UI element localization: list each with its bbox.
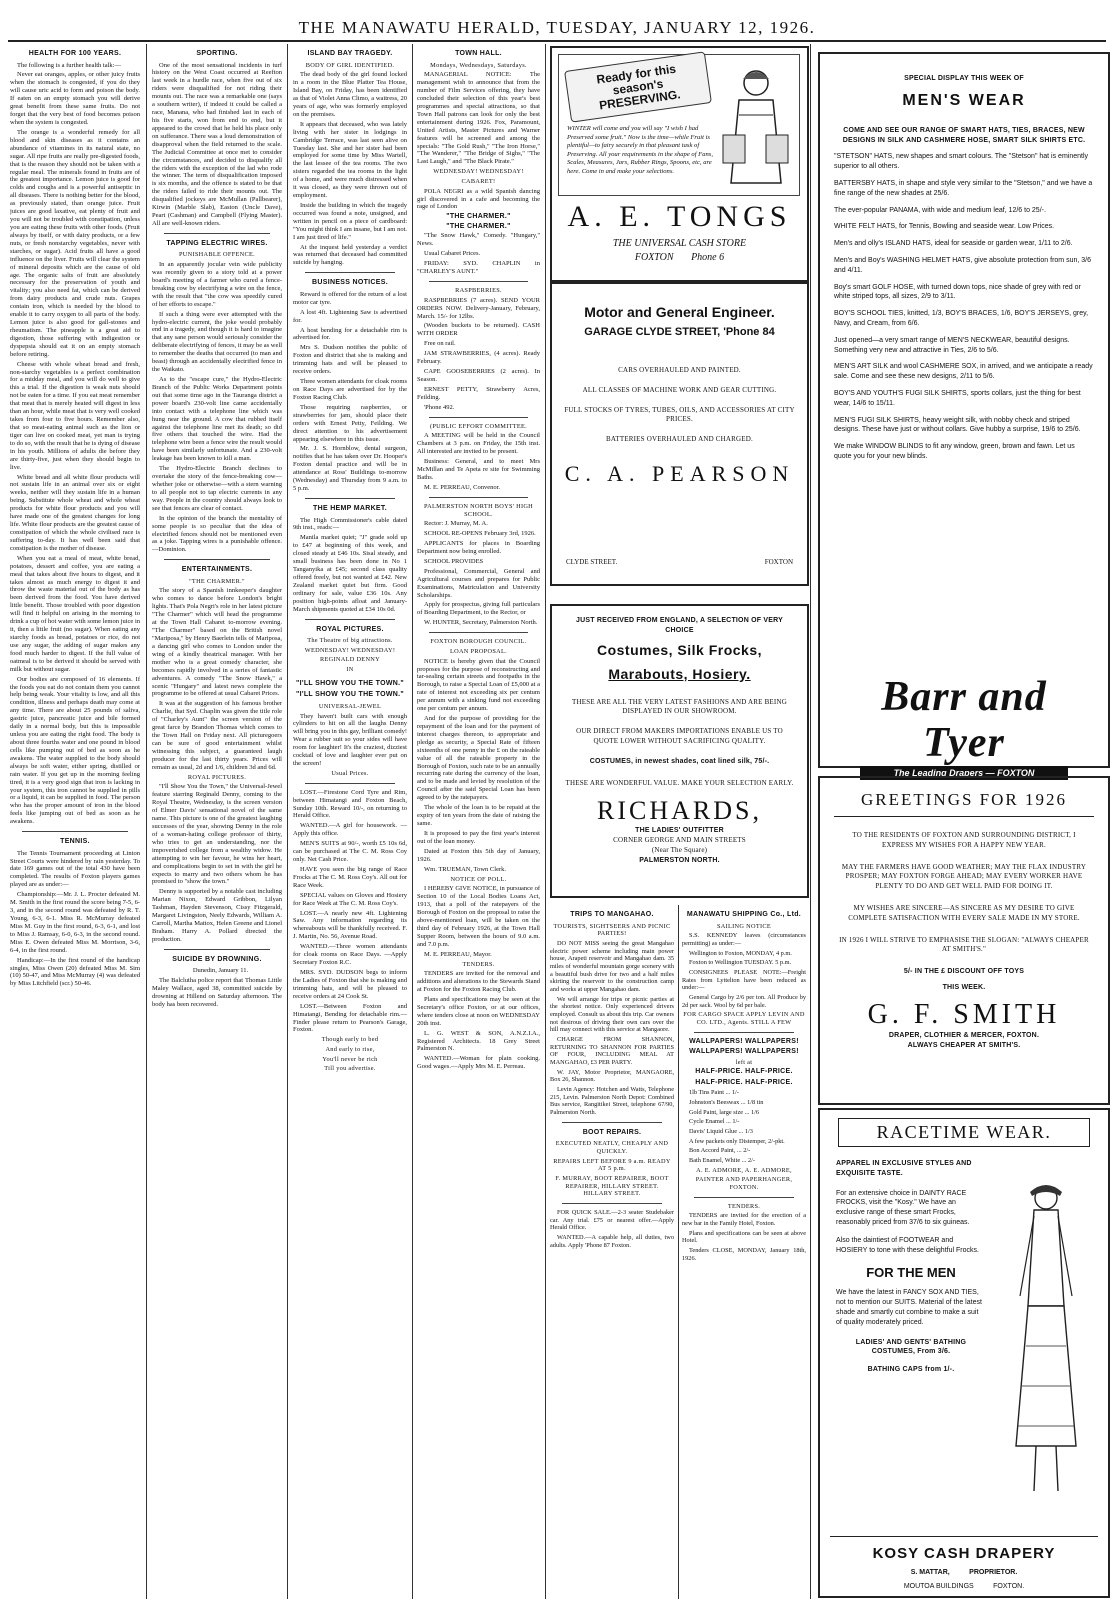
- price-item: Bon Accord Paint, ... 2/-: [689, 1147, 751, 1155]
- headline-island-bay: ISLAND BAY TRAGEDY.: [307, 50, 393, 57]
- paragraph: General Cargo by 2/6 per ton. All Produce by 2d per sack. Wool by 6d per bale.: [682, 993, 806, 1009]
- paragraph: W. JAY, Motor Proprietor, MANGAORE, Box 26, Shannon.: [550, 1068, 674, 1084]
- richards-para: OUR DIRECT FROM MAKERS IMPORTATIONS ENABLE US TO QUOTE LOWER WITHOUT SACRIFICING QUALITY.: [576, 727, 783, 745]
- ad-kosy: [818, 1108, 1110, 1598]
- paragraph: If such a thing were ever attempted with the hydro-electric current, the joke would probably end in a tragedy, and though it is hard to imagine that any sane person would seriously consider the deliberate electrifying of fences, it may be as well to remember the deaths that occurred (to man and beast) through an accidentally electrified fence in the Waikato.: [152, 310, 282, 374]
- preserving-text: WINTER will come and you will say "I wish I had Preserved some fruit." Now is the time—while Fruit is plentiful—to fairy securely in that pleasant task of Preserving. All your requirements in the shape of Fans, Scales, Measures, Jars, Rubber Rings, Spoons, etc, are here. Come in and make your selections.: [567, 125, 714, 175]
- wallpaper-line: HALF-PRICE. HALF-PRICE.: [695, 1068, 793, 1076]
- barr-item: "STETSON" HATS, new shapes and smart colours. The "Stetson" hat is eminently superior to all others.: [834, 153, 1089, 171]
- paragraph: Wm. TRUEMAN, Town Clerk.: [424, 865, 506, 873]
- kosy-para: We have the latest in FANCY SOX AND TIES, not to mention our SUITS. Material of the latest shade and smartly cut combine to make a suit of quality moderately priced.: [836, 1289, 982, 1326]
- paragraph: Dunedin, January 11.: [192, 967, 249, 975]
- pearson-subheading: GARAGE CLYDE STREET, 'Phone 84: [584, 326, 775, 338]
- classified: LOST.—A nearly new 4ft. Lightening Saw. Any information regarding its whereabouts will be thankfully received. F. J. Martin, No. 56, Avenue Road.: [293, 909, 407, 941]
- paragraph: It was at the suggestion of his famous brother Charlie, that Syd. Chaplin was given the title role of "Charley's Aunt" the screen version of the great farce by Brandon Thomas which comes to the Town Hall on Friday next. All picturegoers can be sure of good entertainment whilst witnessing this subject, a guaranteed laugh producer for the last thirty years. Prices will remain as usual, 2d and 1/6, children 3d and 6d.: [152, 700, 282, 771]
- barr-item: WHITE FELT HATS, for Tennis, Bowling and seaside wear. Low Prices.: [834, 223, 1055, 231]
- paragraph: When you eat a meal of meat, white bread, potatoes, dessert and coffee, you are eating a meal that takes about five hours to digest, and it takes almost as much energy to digest it and throw the waste material out of the body as has been derived from the food. You have derived little benefit. Those troubled with poor digestion will find it helpful on arising in the morning to drink a cup of hot water with some lemon juice in it, then a little fruit (no sugar). When eating any starchy foods as bread, potatoes or rice, do not use any sugar, the adding of sugar makes any food much harder to digest. If the full value of oatmeal is to be derived it should be served with milk but without sugar.: [10, 554, 140, 673]
- kosy-name: KOSY CASH DRAPERY: [830, 1536, 1098, 1562]
- paragraph: The Balclutha police report that Thomas Little Maley Wallace, aged 38, committed suicide by drowning at Hillend on Saturday afternoon. The body has been recovered.: [152, 977, 282, 1009]
- paragraph: In the opinion of the branch the mentality of some people is so peculiar that the idea of electrified fences should not be mentioned even as a joke. Tapping wires is a punishable offence.—Dominion.: [152, 514, 282, 554]
- paragraph: CONSIGNEES PLEASE NOTE:—Freight Rates from Lyttelton have been reduced as under:—: [682, 968, 806, 992]
- paragraph: White bread and all white flour products will not sustain life in an animal over six or eight weeks, neither will they sustain life in a human being. Substitute whole wheat and whole wheat products for white flour products and you will have made one of the greatest changes for long life. White flour products are the greatest cause of constipation of which the whole civilised race is suffering to-day. It has well been said that constipation is the mother of disease.: [10, 473, 140, 552]
- pearson-name: C. A. PEARSON: [564, 460, 795, 486]
- kosy-title: RACETIME WEAR.: [838, 1118, 1090, 1147]
- price-item: 1lb Tins Paint ... 1/-: [689, 1089, 739, 1097]
- paragraph: CHARGE FROM SHANNON, RETURNING TO SHANNON FOR PARTIES OF FOUR, INCLUDING MEAL AT MANGAHAO, £3 PER PARTY.: [550, 1035, 674, 1066]
- column-sporting: [152, 44, 282, 1601]
- ad-barr-tyer: [818, 52, 1110, 778]
- pearson-town: FOXTON: [764, 558, 793, 566]
- paragraph: Plans and specifications can be seen at above Hotel.: [682, 1229, 806, 1245]
- paragraph: M. E. PERREAU, Mayor.: [424, 950, 492, 958]
- paragraph: APPLICANTS for places in Boarding Department now being enrolled.: [417, 540, 540, 555]
- pearson-line: BATTERIES OVERHAULED AND CHARGED.: [606, 435, 753, 444]
- pearson-street: CLYDE STREET.: [566, 558, 618, 566]
- richards-top: JUST RECEIVED FROM ENGLAND, A SELECTION OF VERY CHOICE: [576, 617, 783, 634]
- headline-royal: ROYAL PICTURES.: [316, 625, 384, 633]
- headline-shipping: MANAWATU SHIPPING Co., Ltd.: [686, 911, 802, 918]
- smith-week: THIS WEEK.: [942, 983, 986, 991]
- price-item: A few packets only Distemper, 2/-pkt.: [689, 1137, 785, 1145]
- poem-line: And early to rise,: [325, 1046, 375, 1054]
- barr-item: BOY'S AND YOUTH'S FUGI SILK SHIRTS, sports collars, just the thing for best wear, 14/6 to 15/11.: [834, 389, 1081, 407]
- subhead: BODY OF GIRL IDENTIFIED.: [305, 61, 395, 69]
- ad-line: WEDNESDAY! WEDNESDAY!: [304, 646, 396, 654]
- divider: [429, 281, 528, 282]
- paragraph: A lost 4ft. Lightening Saw is advertised for.: [293, 308, 407, 324]
- subhead: TENDERS.: [462, 960, 495, 968]
- barr-lead: COME AND SEE OUR RANGE OF SMART HATS, TIES, BRACES, NEW DESIGNS IN SILK AND CASHMERE HOSE, SMART SILK SHIRTS ETC.: [842, 126, 1086, 144]
- price-item: Johnston's Beeswax ... 1/8 tin: [689, 1099, 764, 1107]
- divider: [694, 1032, 794, 1033]
- barr-item: BOY'S SCHOOL TIES, knitted, 1/3, BOY'S BRACES, 1/6, BOY'S JERSEYS, grey, Navy, and Cream, from 6/6.: [834, 310, 1089, 327]
- kosy-lead: APPAREL IN EXCLUSIVE STYLES AND EXQUISITE TASTE.: [836, 1160, 972, 1177]
- paragraph: MANAGERIAL NOTICE: The management wish to announce that from the number of Film Services offering, they have concluded their selection of this year's best programmes and special attractions, so that Town Hall patrons can look for only the best entertainment during 1926. Fox, Paramount, United Artists, Master Pictures and Warner features will be screened and among the specials: "The Gold Rush," "The Iron Horse," "The Wanderer," "The Bridge of Sighs," "The Last Laugh," and "The Black Pirate.": [417, 71, 540, 166]
- divider: [429, 497, 528, 498]
- kosy-para: For an extensive choice in DAINTY RACE FROCKS, visit the "Kosy." We have an exclusive range of these smart Frocks, reasonably priced from 37/6 to six guineas.: [836, 1189, 970, 1226]
- paragraph: "The Snow Hawk," Comedy. "Hungary," News.: [417, 232, 540, 248]
- subhead: TENDERS.: [727, 1202, 761, 1210]
- paragraph: S.S. KENNEDY leaves (circumstances permitting) as under:—: [682, 932, 806, 947]
- column-rule: [545, 44, 546, 1599]
- paragraph: TENDERS are invited for the erection of a new bar in the Family Hotel, Foxton.: [682, 1212, 806, 1228]
- paragraph: It appears that deceased, who was lately living with her sister in lodgings in Cambridge Terrace, was last seen alive on Tuesday last. She and her sister had been employed for some time by Miss Wartell, the last lessee of the tea rooms. The two sisters regarded the tea rooms in the light of a home, and were much distressed when it was closed, as they were thrown out of employment.: [293, 120, 407, 200]
- paragraph: Inside the building in which the tragedy occurred was found a note, unsigned, and written in pencil on a piece of cardboard: "You might think I am insane, but I am not. I am just tired of life.": [293, 201, 407, 241]
- masthead-rule: [8, 40, 1106, 42]
- richards-para: THESE ARE ALL THE VERY LATEST FASHIONS AND ARE BEING DISPLAYED IN OUR SHOWROOM.: [572, 697, 787, 716]
- classified: WANTED.—A girl for housework. —Apply this office.: [293, 822, 407, 838]
- richards-addr: CORNER GEORGE AND MAIN STREETS: [613, 836, 746, 845]
- ad-line: REGINALD DENNY: [320, 656, 380, 664]
- headline-borough: FOXTON BOROUGH COUNCIL.: [430, 638, 527, 646]
- smith-para: TO THE RESIDENTS OF FOXTON AND SURROUNDING DISTRICT, I EXPRESS MY WISHES FOR A HAPPY NEW YEAR.: [852, 831, 1076, 849]
- dress-illustration-icon: [996, 1176, 1096, 1506]
- classified: WANTED.—Woman for plain cooking. Good wages.—Apply Mrs M. E. Perreau.: [417, 1055, 540, 1071]
- column-rule: [287, 44, 288, 1599]
- divider: [164, 233, 270, 234]
- paragraph: The High Commissioner's cable dated 9th inst., reads:—: [293, 516, 407, 532]
- poem-line: You'll never be rich: [322, 1055, 378, 1063]
- paragraph: POLA NEGRI as a wild Spanish dancing girl discovered in a cafe and becoming the rage of London: [417, 187, 540, 211]
- column-island-bay: [293, 44, 407, 1601]
- wallpaper-line: WALLPAPERS! WALLPAPERS!: [689, 1048, 799, 1056]
- classified: FOR QUICK SALE.—2-3 seater Studebaker car. Any trial. £75 or nearest offer.—Apply Herald Office.: [550, 1208, 674, 1232]
- subhead: LOAN PROPOSAL.: [449, 647, 508, 655]
- subhead: NOTICE OF POLL.: [450, 875, 507, 883]
- subhead: PAINTER AND PAPERHANGER, FOXTON.: [695, 1176, 793, 1192]
- wallpaper-line: HALF-PRICE. HALF-PRICE.: [695, 1078, 793, 1086]
- paragraph: I HEREBY GIVE NOTICE, in pursuance of Section 10 of the Local Bodies Loans Act, 1913, that a poll of the ratepayers of the Borough of Foxton on the proposal to raise the above-mentioned loan, will be taken on the third day of February 1926, at the Town Hall Supper Room, between the hours of 9.0 a.m. and 7.0 p.m.: [417, 885, 540, 948]
- paragraph: And for the purpose of providing for the repayment of the loan and for the payment of interest charges thereon, to appropriate and pledge as security, a Special Rate of fifteen sixteenths of one penny in the £ on the rateable value of all the rateable property in the Borough of Foxton, such rate to be an annually recurring rate during the currency of the loan, and to be made and levied by resolution of the Council after the said Special Loan has been agreed to by the ratepayers.: [417, 715, 540, 802]
- classified: MEN'S SUITS at 90/-, worth £5 10s 6d, can be purchased at The C. M. Ross Coy only. Net Cash Price.: [293, 840, 407, 864]
- subhead: FOR CARGO SPACE APPLY LEVIN AND CO. LTD., Agents. STILL A FEW: [683, 1011, 805, 1026]
- smith-name: G. F. SMITH: [867, 998, 1061, 1030]
- paragraph: (Wooden buckets to be returned). CASH WITH ORDER: [417, 322, 540, 338]
- kosy-para: BATHING CAPS from 1/-.: [867, 1366, 955, 1374]
- smith-sub: DRAPER, CLOTHIER & MERCER, FOXTON.: [888, 1031, 1040, 1039]
- paragraph: Professional, Commercial, General and Agricultural courses and prepares for Public Examinations, Matriculation and University Scholarships.: [417, 567, 540, 599]
- barr-item: Just opened—a very smart range of MEN'S NECKWEAR, beautiful designs. Something very new and attractive in Ties, 2/6 to 5/6.: [834, 336, 1070, 354]
- preserving-banner: [564, 51, 712, 122]
- barr-item: We make WINDOW BLINDS to fit any window, green, brown and fawn. Let us quote you for your new blinds.: [834, 443, 1075, 460]
- paragraph: SCHOOL PROVIDES: [424, 557, 484, 565]
- subhead: F. MURRAY, BOOT REPAIRER, BOOT REPAIRER, HILLARY STREET. HILLARY STREET.: [555, 1174, 669, 1198]
- barr-item: MEN'S ART SILK and wool CASHMERE SOX, in arrived, and we anticipate a ready sale. Come and see these new designs, 2/11 to 5/6.: [834, 363, 1093, 381]
- paragraph: They haven't built cars with enough cylinders to hit on all the laughs Denny will bring you in this gay, brilliant comedy! Wear a rubber suit so your sides will have room for laughter! It's the craziest, dizziest cocktail of love and laughter ever put on the screen!: [293, 712, 407, 768]
- column-rule: [412, 44, 413, 1599]
- poem-line: Though early to bed: [321, 1036, 379, 1044]
- kosy-para: LADIES' AND GENTS' BATHING COSTUMES, From 3/6.: [855, 1338, 967, 1356]
- subhead: PUNISHABLE OFFENCE.: [178, 251, 256, 259]
- paragraph: Handicap:—In the first round of the handicap singles, Miss Owen (20) defeated Miss M. Sim (10) 50-47, and Miss McMurray (4) was defeated by Miss Litchfield (scr.) 50-46.: [10, 956, 140, 988]
- barr-tagline: The Leading Drapers — FOXTON: [860, 766, 1068, 780]
- paragraph: A MEETING will be held in the Council Chambers at 3 p.m. on Friday, the 15th inst. All interested are invited to be present.: [417, 432, 540, 456]
- divider: [429, 632, 528, 633]
- barr-item: BATTERSBY HATS, in shape and style very similar to the "Stetson," and we have a fine range of the new shades at 25/6.: [834, 179, 1093, 197]
- pearson-line: CARS OVERHAULED AND PAINTED.: [618, 366, 741, 374]
- pearson-line: FULL STOCKS OF TYRES, TUBES, OILS, AND ACCESSORIES AT CITY PRICES.: [564, 405, 795, 424]
- column-health: [10, 44, 140, 1601]
- smith-slogan: ALWAYS CHEAPER AT SMITH'S.: [907, 1041, 1021, 1049]
- smith-title: GREETINGS FOR 1926: [834, 790, 1094, 817]
- paragraph: One of the most sensational incidents in turf history on the West Coast occurred at Reefton last week in a hurdle race, when five out of six riders were disqualified for not riding their mounts out. The race was a remarkable one (says a southern writer), if indeed it could be called a race, Manana, who had finished last in each of his five starts, won from end to end, but it appeared to the crowd that he held his place only on sufferance. There was a loud demonstration of disapproval when the field returned to the scale. The Judicial Committee at once met to consider the circumstances, and decided to disqualify all the riders with the exception of the lad who rode the winner. The term of disqualification imposed is six months, and the offence is stated to be that the riders failed to ride their mounts out. The disqualified jockeys are McMullan (Pallbearer), Kirwin (Marble Slab), Easton (Uncle Dave), Peart (Cashman) and Campbell (Flying Master). All are well-known riders.: [152, 61, 282, 227]
- divider: [305, 783, 395, 784]
- paragraph: FRIDAY: SYD. CHAPLIN in "CHARLEY'S AUNT.": [417, 260, 540, 276]
- headline-boot-repairs: BOOT REPAIRS.: [582, 1128, 642, 1136]
- paragraph: NOTICE is hereby given that the Council proposes for the purpose of reconstructing and tar-sealing certain streets and footpaths in the Borough, to raise a Special Loan of £5,000 at a rate of interest not exceeding six per centum per annum with a sinking fund not exceeding one per centum per annum.: [417, 657, 540, 713]
- subhead: Mondays, Wednesdays, Saturdays.: [430, 61, 527, 69]
- paragraph: JAM STRAWBERRIES, (4 acres). Ready February.: [417, 350, 540, 366]
- divider: [305, 272, 395, 273]
- column-shipping: [682, 905, 806, 1601]
- paragraph: A host bending for a detachable rim is advertised for.: [293, 326, 407, 342]
- preserving-title: Ready for this season's PRESERVING.: [595, 61, 682, 113]
- barr-logo: [840, 674, 1088, 778]
- richards-heading-2: Marabouts, Hosiery.: [608, 665, 751, 682]
- divider: [305, 619, 395, 620]
- kosy-proprietor: S. MATTAR, PROPRIETOR.: [910, 1569, 1018, 1576]
- paragraph: Three women attendants for cloak rooms on Race Days are advertised for by the Foxton Racing Club.: [293, 378, 407, 401]
- paragraph: M. E. PERREAU, Convenor.: [424, 483, 501, 491]
- headline-suicide: SUICIDE BY DROWNING.: [172, 955, 262, 963]
- paragraph: Cheese with whole wheat bread and fresh, non-starchy vegetables is a perfect combination for a midday meal, and you will do well to give this a trial. If the digestion is weak nuts should not be eaten for a time. If you eat meat remember that meat that is merely heated will digest in less than an hour, while meat that is very well cooked takes from four to five hours. Remember also, that so meat-eating animal such as the lion or tiger can live on cooked meat, yet man is trying to do so, with the result that he is dying of disease in his youth. Millions of adults die before they are thirty-five, just when they should begin to live.: [10, 360, 140, 471]
- divider: [22, 831, 128, 832]
- ad-film-title: "THE CHARMER.": [446, 222, 511, 230]
- ad-line: UNIVERSAL-JEWEL: [318, 702, 382, 710]
- barr-intro: SPECIAL DISPLAY THIS WEEK OF: [904, 75, 1024, 82]
- richards-sub: THE LADIES' OUTFITTER: [635, 827, 724, 835]
- subhead: EXECUTED NEATLY, CHEAPLY AND QUICKLY.: [555, 1140, 669, 1155]
- subhead: REPAIRS LEFT BEFORE 9 a.m. READY AT 5 p.m.: [553, 1157, 671, 1173]
- subhead: ROYAL PICTURES.: [187, 773, 247, 781]
- paragraph: Our bodies are composed of 16 elements. If the foods you eat do not contain them you cannot help being weak. Your vitality is low, and all this condition, illness and perhaps death may come at any time. There are about 25 pounds of saliva, gastric juice, pancreatic juice and bile formed daily in a normal body, but this is impossible unless you are eating the right food. The body is about three fourths water and one pound in blood cells like pumping out of bed as soon as he awakens. The water supplied to the body should always be soft water, either spring, distilled or rain water. If you get up in the morning feeling tired, it is a very good sign that iron is lacking in your system, this iron cannot be supplied in pills or a liquid, it can be supplied in food. The person who has the proper amount of iron in the blood feels like jumping out of bed as soon as he awakens.: [10, 675, 140, 826]
- column-rule: [678, 905, 679, 1599]
- classified: WANTED.—A capable help, all duties, two adults. Apply 'Phone 87 Foxton.: [550, 1233, 674, 1249]
- ad-pearson: [550, 282, 809, 586]
- paragraph: Those requiring raspberries, or strawberries for jam, should place their orders with Ernest Petty, Feilding. We direct attention to his advertisement appearing elsewhere in this issue.: [293, 403, 407, 443]
- ad-line: The Theatre of big attractions.: [307, 637, 393, 645]
- preserving-panel: [558, 54, 800, 196]
- barr-items: [834, 152, 1094, 461]
- ad-line: WEDNESDAY! WEDNESDAY!: [433, 168, 524, 176]
- smith-para: IN 1926 I WILL STRIVE TO EMPHASISE THE SLOGAN: "ALWAYS CHEAPER AT SMITH'S.": [839, 935, 1089, 954]
- headline-town-hall: TOWN HALL.: [455, 50, 502, 57]
- richards-para: THESE ARE WONDERFUL VALUE. MAKE YOUR SELECTION EARLY.: [565, 778, 794, 787]
- paragraph: 'Phone 492.: [424, 403, 455, 411]
- paragraph: Apply for prospectus, giving full particulars of Boarding Department, to the Rector, or: [417, 601, 540, 617]
- paragraph: RASPBERRIES (7 acres). SEND YOUR ORDERS NOW. Delivery-January, February, March. 15/- for 12lbs.: [417, 296, 540, 320]
- tongs-line1: THE UNIVERSAL CASH STORE: [612, 238, 747, 249]
- paragraph: The orange is a wonderful remedy for all blood and skin diseases as it contains an abundance of vitamines in its natural state, no sugar. All ripe fruits are really pre-digested foods, that is the reason they should not be taken with a regular meal. The minerals found in fruits are of the greatest importance. Lemon juice is good for colds and coughs and is a powerful antiseptic in all diseases. There is nothing better for the blood, as previously stated, than orange juice. Fruit juices are good laxative, eat plenty of fruit and you will not be troubled with constipation, unless you are eating these fruits with other foods. (Fruit always by itself, or with dairy products, or a few nuts, or fresh nonstarchy vegetables, never with starches, or sugar). Acid fruits all have a good influence on the liver. Fruits will clear the system of mineral deposits which are the cause of old age. The organic salts of fruit are absolutely necessary for the preservation of youth and vitality; you also need fat, which can be derived from dairy products and crude nuts. Grapes contain iron, which is needed by the blood to enable it to carry oxygen to all parts of the body. Lemon juice is also good for gall-stones and rheumatism. The pineapple is a great aid to digestion, those suffering with indigestion or dyspepsia should eat it on an empty stomach before retiring.: [10, 128, 140, 358]
- richards-heading: Costumes, Silk Frocks,: [596, 641, 763, 658]
- paragraph: In an apparently jocular vein wide publicity was recently given to a story told at a power board's meeting of a farmer who cured a fence-breaking cow by electrifying a wire on the fence, with the result that "the cow was speedily cured of her efforts to escape.": [152, 261, 282, 308]
- headline-public-effort: (PUBLIC EFFORT COMMITTEE.: [429, 422, 528, 430]
- divider: [429, 417, 528, 418]
- paragraph: The story of a Spanish innkeeper's daughter who comes to dance before London's bright lights. That's Pola Negri's role in her latest picture "The Charmer" which will head the programme at the Town Hall Cabaret to-morrow evening. "The Charmer" based on the British novel "Mariposa," by Henry Baerlein tells of Mariposa, a dancing girl who comes to London under the wing of a kindly theatrical manager. With her mother who is a great comedy character, she becomes rapidly involved in a series of fantastic adventures. A comedy "The Snow Hawk," a scenic "Hungary" and latest news complete the programme to be offered at usual Cabaret Prices.: [152, 587, 282, 698]
- pearson-heading: Motor and General Engineer.: [584, 304, 775, 320]
- paragraph: DO NOT MISS seeing the great Mangahao electric power scheme including main power house, Arapeti reservoir and Mangahao dam. 35 miles of wonderful mountain gorge scenery with a beautiful bush drive for two and a half miles skirting the reservoir to the construction camp and works at upper Mangahao dam.: [550, 939, 674, 993]
- paragraph: Reward is offered for the return of a lost motor car tyre.: [293, 290, 407, 306]
- barr-item: The ever-popular PANAMA, with wide and medium leaf, 12/6 to 25/-.: [834, 206, 1046, 214]
- divider: [694, 1197, 794, 1198]
- headline-raspberries: RASPBERRIES.: [455, 287, 502, 295]
- ad-smith: [818, 776, 1110, 1105]
- paragraph: Usual Cabaret Prices.: [424, 250, 481, 258]
- ad-line: CABARET!: [461, 177, 496, 185]
- classified: SPECIAL values on Gloves and Hosiery for Race Week at The C. M. Ross Coy's.: [293, 891, 407, 907]
- barr-item: Men's and olly's ISLAND HATS, ideal for seaside or garden wear, 1/11 to 2/6.: [834, 240, 1073, 248]
- paragraph: TENDERS are invited for the removal and additions and alterations to the Stewards Stand at Foxton for the Foxton Racing Club.: [417, 970, 540, 994]
- barr-title: MEN'S WEAR: [902, 91, 1026, 109]
- paragraph: Denny is supported by a notable cast including Marian Nixon, Edward Gribbon, Lilyan Tashman, Hayden Stevenson, Cissy Fitzgerald, Margaret Livingston, Neely Edwards, William A. Carroll, Martha Mattox, Helen Greene and Lionel Braham. Harry A. Pollard directed the production.: [152, 888, 282, 943]
- column-town-hall: [417, 44, 540, 1601]
- barr-item: Men's and Boy's WASHING HELMET HATS, give absolute protection from sun, 3/6 and 4/11.: [834, 256, 1091, 274]
- headline-business: BUSINESS NOTICES.: [312, 279, 388, 287]
- wallpaper-line: WALLPAPERS! WALLPAPERS!: [689, 1037, 799, 1045]
- column-mangahao: [550, 905, 674, 1601]
- paragraph: The Hydro-Electric Branch declines to overtake the story of the fence-breaking cow—whether joke or otherwise—with a stern warning to all people not to tap electric currents in any way. People in the country should always look to see that fences are clear of contact.: [152, 465, 282, 512]
- divider: [305, 498, 395, 499]
- tongs-name: A. E. TONGS: [567, 200, 792, 233]
- smith-para: MY WISHES ARE SINCERE—AS SINCERE AS MY DESIRE TO GIVE COMPLETE SATISFACTION WITH EVERY SALE MADE IN MY STORE.: [848, 903, 1080, 922]
- paragraph: CAPE GOOSEBERRIES (2 acres). In Season.: [417, 368, 540, 384]
- richards-name: RICHARDS,: [597, 796, 762, 826]
- ad-film-title: "THE CHARMER.": [446, 213, 511, 221]
- headline-tapping: TAPPING ELECTRIC WIRES.: [166, 239, 268, 247]
- paragraph: L. G. WEST & SON, A.N.Z.I.A., Registered Architects. 18 Grey Street Palmerston N.: [417, 1029, 540, 1053]
- woman-illustration-icon: [721, 65, 791, 185]
- subhead: TOURISTS, SIGHTSEERS AND PICNIC PARTIES!: [553, 922, 671, 938]
- paragraph: We will arrange for trips or picnic parties at the shortest notice. Only experienced drivers employed. Consult us about this trip. Car owners not desirous of driving their own cars over the hill may connect with this service at Mangaore.: [550, 995, 674, 1034]
- barr-item: Boy's smart GOLF HOSE, with turned down tops, nice shade of grey with red or white striped tops, all sizes, 2/9 to 3/11.: [834, 283, 1081, 301]
- ad-line: IN: [346, 666, 354, 674]
- paragraph: Wellington to Foxton, MONDAY, 4 p.m.: [689, 949, 792, 957]
- richards-near: (Near The Square): [651, 845, 708, 854]
- column-rule: [810, 44, 811, 1599]
- kosy-men: FOR THE MEN: [866, 1265, 956, 1281]
- classified: LOST.—Firestone Cord Tyre and Rim, between Himatangi and Foxton Beach, Sunday 10th. Reward 10/-, on returning to Herald Office.: [293, 788, 407, 820]
- classified: MRS. SYD. DUDSON begs to inform the Ladies of Foxton that she is making and trimming hats, and will be pleased to receive orders at 24 Cook St.: [293, 969, 407, 1000]
- kosy-address: MOUTOA BUILDINGS FOXTON.: [903, 1583, 1025, 1590]
- paragraph: As to the "escape cure," the Hydro-Electric Branch of the Public Works Department points out that some time ago in the Tauranga district a power board's 230-volt line came accidentally into contact with a telephone line which was hung near the ground. A cow that rubbed itself against the telephone line met its death; so did five others that touched the wire. Had the telephone wire been a fence wire the result would have been similarly unfortunate. And a 230-volt leakage has been known to kill a man.: [152, 376, 282, 463]
- column-rule: [146, 44, 147, 1599]
- price-item: Davis' Liquid Glue ... 1/3: [689, 1128, 753, 1136]
- headline-hemp: THE HEMP MARKET.: [313, 504, 387, 512]
- paragraph: The following is a further health talk:—: [17, 61, 121, 69]
- richards-para: COSTUMES, in newest shades, coat lined silk, 75/-.: [589, 757, 770, 765]
- ad-line: Usual Prices.: [331, 769, 369, 777]
- paragraph: Levin Agency: Hotchen and Watts, Telephone 215, Levin. Palmerston North Depot: Combined Bus service, Rangitikei Street, telephone 67/90, Palmerston North.: [550, 1085, 674, 1116]
- headline-high-school: PALMERSTON NORTH BOYS' HIGH SCHOOL.: [423, 502, 534, 518]
- paragraph: Plans and specifications may be seen at the Secretary's office Foxton, or at our offices, where tenders close at noon on WEDNESDAY 20th inst.: [417, 995, 540, 1027]
- ad-film-title: "I'LL SHOW YOU THE TOWN.": [296, 691, 404, 699]
- subhead: "THE CHARMER.": [189, 577, 245, 585]
- price-item: Cycle Enamel ... 1/-: [689, 1118, 740, 1126]
- paragraph: The dead body of the girl found locked in a room in the Blue Platter Tea House, Island Bay, on Friday, has been identified as that of Violet Anna Climo, a waitress, 20 years of age, who was formerly employed on the premises.: [293, 71, 407, 118]
- poem-line: Till you advertise.: [324, 1065, 376, 1073]
- paragraph: Free on rail.: [424, 340, 456, 348]
- paragraph: The Tennis Tournament proceeding at Linton Street Courts were hindered by rain yesterday. To date 169 games out of the total 430 have been completed. The results of Foxton players games played are as under:—: [10, 849, 140, 889]
- paragraph: Mrs S. Dudson notifies the public of Foxton and district that she is making and trimming hats and will be pleased to receive orders.: [293, 344, 407, 376]
- price-item: Gold Paint, large size ... 1/6: [689, 1108, 760, 1116]
- ad-tongs: [550, 46, 809, 282]
- paragraph: Manila market quiet; "J" grade sold up to £47 at beginning of this week, and closed steady at £46 10s. Sisal steady, and small business has been done in No 1 Tanganyika at £45; second class quality offered freely, but not wanted at £42. New Zealand market quiet but firm. Good ordinary for sale, value £36 10s. Any position high-points afloat and January-March shipments quoted at £34 10s 0d.: [293, 534, 407, 613]
- wallpaper-line: left at: [735, 1058, 753, 1066]
- classified: HAVE you seen the big range of Race Frocks at The C. M. Ross Coy's. All out for Race Week.: [293, 865, 407, 889]
- classified: LOST.—Between Foxton and Himatangi, Bending for detachable rim.—Finder please return to Pearson's Garage, Foxton.: [293, 1002, 407, 1034]
- paragraph: Business: General, and to meet Mrs McMillan and Te Apeta re site for Swimming Baths.: [417, 458, 540, 481]
- divider: [164, 559, 270, 560]
- paragraph: Mr. J. S. Hornblow, dental surgeon, notifies that he has taken over Dr. Hooper's Foxton dental practice and will be in attendance at Ross' Buildings to-morrow (Wednesday) and Thursday from 9 a.m. to 5 p.m.: [293, 445, 407, 493]
- masthead: THE MANAWATU HERALD, TUESDAY, JANUARY 12, 1926.: [298, 18, 816, 37]
- paragraph: Foxton to Wellington TUESDAY. 5 p.m.: [689, 959, 792, 967]
- subhead: SAILING NOTICE: [716, 922, 772, 930]
- price-item: Bath Enamel, White ... 2/-: [689, 1157, 755, 1165]
- paragraph: Dated at Foxton this 5th day of January, 1926.: [417, 847, 540, 863]
- paragraph: Never eat oranges, apples, or other juicy fruits when the stomach is congested, if you do they will cause uric acid to form and poison the body. If eaten on an empty stomach you will derive great benefit from these same fruits. Do not forget that the very best of food becomes poison when the system is congested.: [10, 71, 140, 126]
- divider: [562, 1122, 662, 1123]
- paragraph: "I'll Show You the Town," the Universal-Jewel feature starring Reginald Denny, coming to the Royal Theatre, Wednesday, is the screen version of Elmer Davis' sensational novel of the same name. This picture is one of the greatest laughing successes of the year, showing Denny in the role of a woman-hating college professor of thirty, who tries to get an understanding, nor the impoverished college from a wealthy widow. He attempting to win her favour, he wins her heart, and complications begin to set in with the girl he expects to marry and two others whom he has promised to "show the town.": [152, 783, 282, 886]
- paragraph: W. HUNTER, Secretary, Palmerston North.: [424, 619, 538, 627]
- headline-tennis: TENNIS.: [60, 838, 90, 846]
- ad-richards: [550, 604, 809, 898]
- paragraph: The whole of the loan is to be repaid at the expiry of ten years from the date of raising the same.: [417, 804, 540, 828]
- headline-sporting: SPORTING.: [196, 50, 238, 57]
- headline-mangahao: TRIPS TO MANGAHAO.: [570, 911, 654, 918]
- subhead: A. E. ADMORE, A. E. ADMORE,: [696, 1166, 792, 1174]
- paragraph: Tenders CLOSE, MONDAY, January 18th, 1926.: [682, 1247, 806, 1262]
- paragraph: SCHOOL RE-OPENS February 3rd, 1926.: [424, 530, 536, 538]
- paragraph: Rector: J. Murray, M. A.: [424, 520, 488, 528]
- kosy-para: Also the daintiest of FOOTWEAR and HOSIERY to tone with these delightful Frocks.: [836, 1236, 979, 1254]
- headline-health: HEALTH FOR 100 YEARS.: [28, 50, 122, 57]
- paragraph: At the inquest held yesterday a verdict was returned that deceased had committed suicide by hanging.: [293, 243, 407, 267]
- richards-town: PALMERSTON NORTH.: [639, 856, 720, 864]
- paragraph: ERNEST PETTY, Strawberry Acres, Feilding.: [417, 385, 540, 401]
- smith-para: MAY THE FARMERS HAVE GOOD WEATHER; MAY THE FLAX INDUSTRY PROSPER; MAY FOXTON FORGE AHEAD; MAY EVERY WORKER HAVE PLENTY TO DO AND GET WELL PAID FOR DOING IT.: [841, 862, 1087, 891]
- pearson-line: ALL CLASSES OF MACHINE WORK AND GEAR CUTTING.: [582, 385, 777, 394]
- tongs-line2: FOXTON Phone 6: [634, 252, 725, 263]
- ad-film-title: "I'LL SHOW YOU THE TOWN.": [296, 679, 404, 687]
- divider: [164, 949, 270, 950]
- smith-offer: 5/- IN THE £ DISCOUNT OFF TOYS: [903, 968, 1025, 976]
- paragraph: Championship:—Mr. J. L. Procter defeated M. M. Smith in the first round the score being 7-5, 6-3, and in the second round was defeated by R. T. Young, 6-3, 6-1. Miss R. McMurray defeated Miss M. Guy in the first round, 6-3, 6-1, and lost to Miss J. Ramsay, 6-0, 6-3, in the second round. Miss E. Owen defeated Miss M. Morrison, 3-6, 6-4, in the first round.: [10, 891, 140, 954]
- divider: [562, 1203, 662, 1204]
- headline-entertainments: ENTERTAINMENTS.: [181, 566, 253, 574]
- classified: WANTED.—Three women attendants for cloak rooms on Race Days. —Apply Secretary Foxton R.C.: [293, 943, 407, 967]
- barr-logo-text: Barr and Tyer: [881, 674, 1047, 766]
- paragraph: It is proposed to pay the first year's interest out of the loan money.: [417, 829, 540, 845]
- barr-item: MEN'S FUGI SILK SHIRTS, heavy weight silk, with nobby check and striped designs. These have just or without collars. Give hubby a surprise, 19/6 to 25/6.: [834, 416, 1081, 434]
